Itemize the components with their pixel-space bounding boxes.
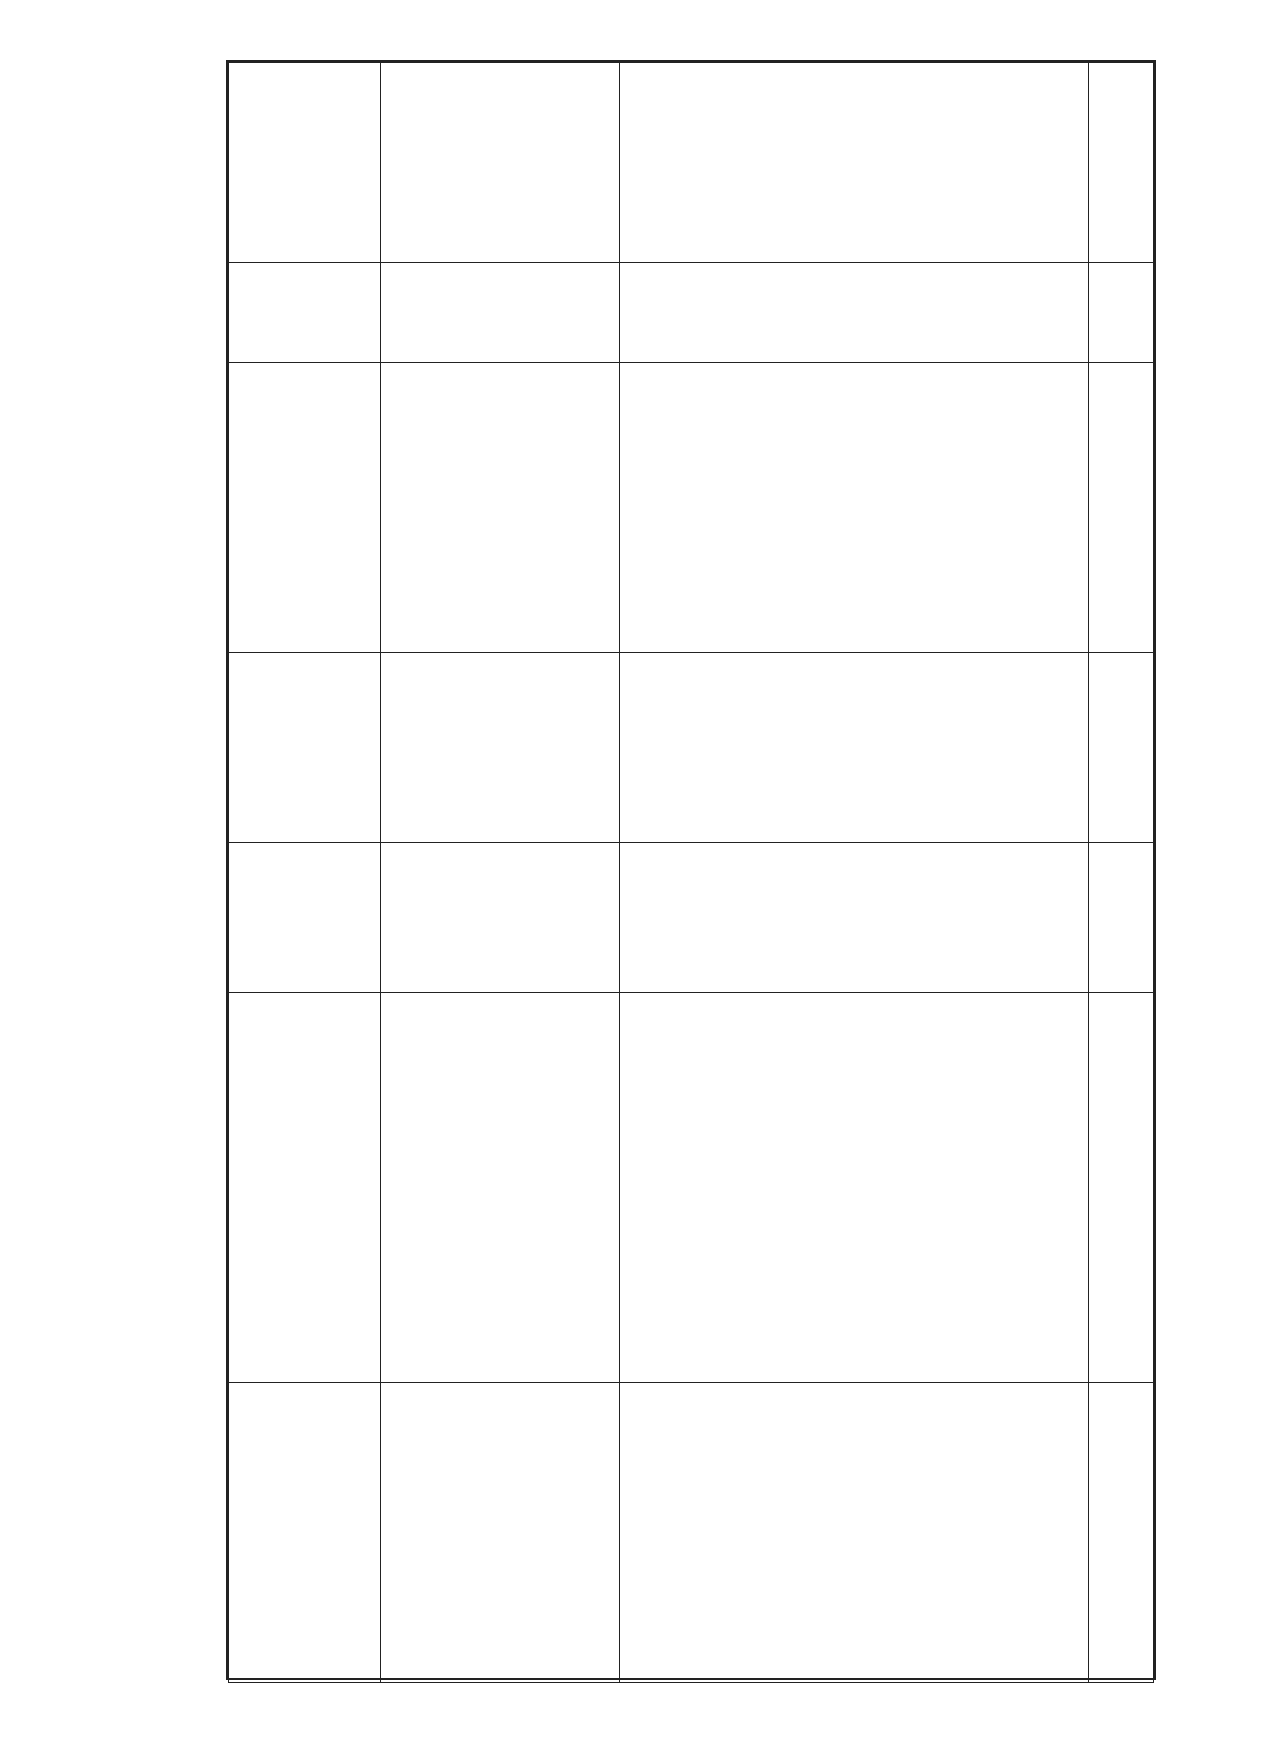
header-exam-content [1089,1383,1154,1683]
cell-affiliation [620,653,1089,843]
header-qualifications [1089,363,1154,653]
cell-work-area [620,843,1089,993]
table-header-row [1089,63,1154,1683]
document-title [1218,0,1246,1742]
cell-empty [229,993,381,1383]
cell-empty [229,263,381,363]
table-row [620,63,1089,1683]
cell-count [381,263,620,363]
header-work-area [1089,843,1154,993]
cell-exam-content [381,1383,620,1683]
positions-table [226,60,1156,1680]
cell-qualifications [381,363,620,653]
cell-scope-of-work [620,993,1089,1383]
cell-qualifications [620,363,1089,653]
cell-count [620,263,1089,363]
cell-exam-content [620,1383,1089,1683]
document-subtitle [1190,0,1218,1742]
cell-scope-of-work [381,993,620,1383]
cell-empty [229,1383,381,1683]
cell-position [381,63,620,263]
header-position [1089,63,1154,263]
document-title-block [1162,0,1246,1742]
document-heading [1162,0,1190,1742]
cell-position [620,63,1089,263]
cell-empty [229,63,381,263]
cell-affiliation [381,653,620,843]
cell-work-area [381,843,620,993]
cell-empty [229,843,381,993]
header-affiliation [1089,653,1154,843]
cell-empty [229,653,381,843]
table-row [381,63,620,1683]
header-count [1089,263,1154,363]
cell-empty [229,363,381,653]
header-scope-of-work [1089,993,1154,1383]
table-row-empty [229,63,381,1683]
